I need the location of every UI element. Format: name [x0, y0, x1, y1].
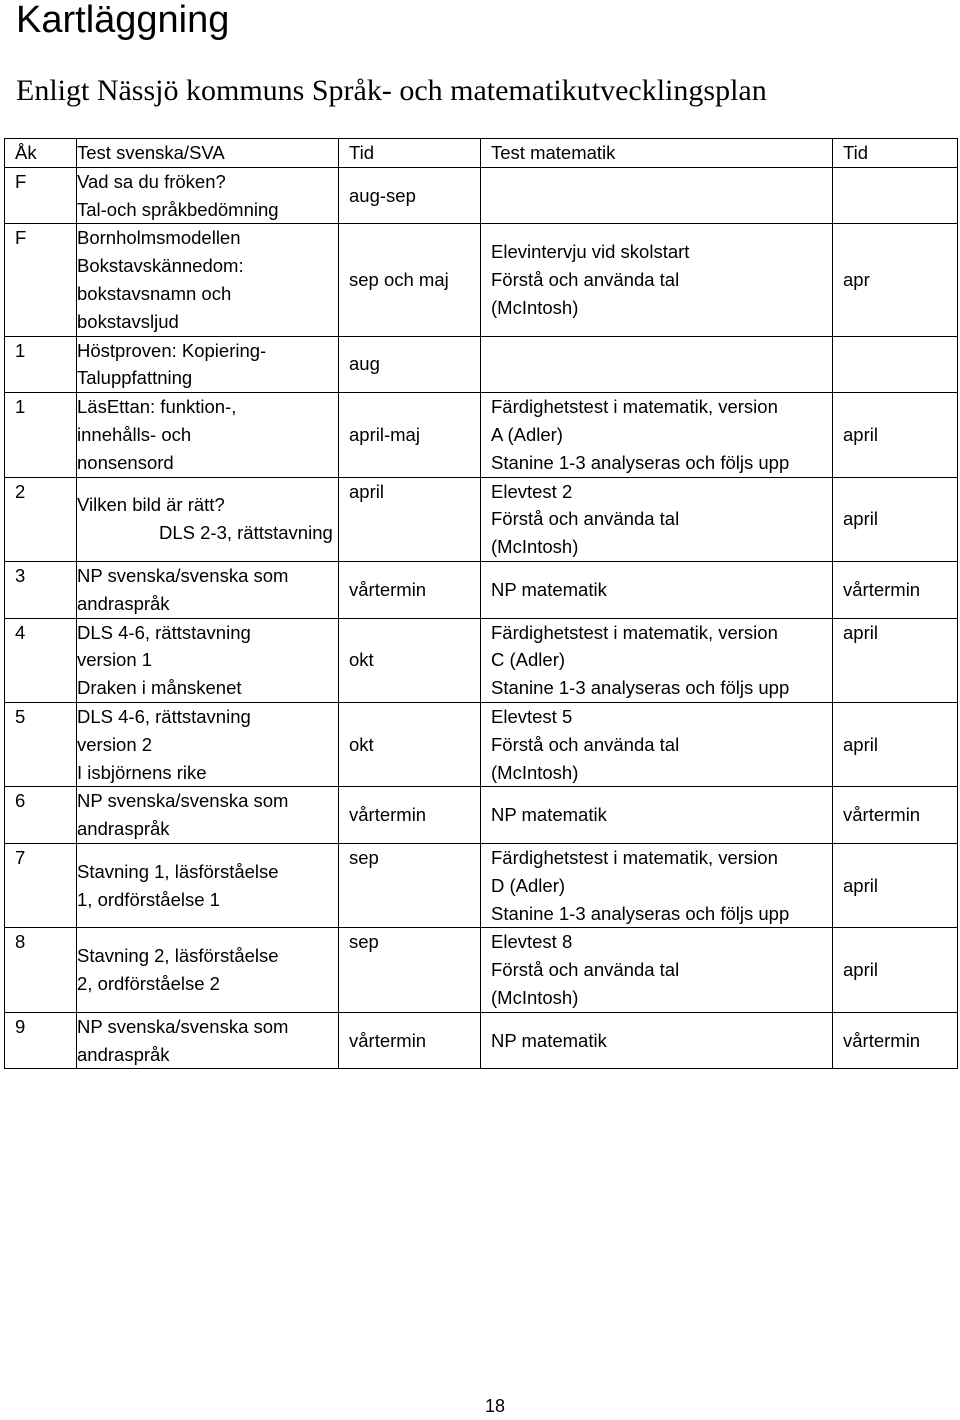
cell-math-test [481, 843, 833, 927]
cell-swedish-test [77, 1012, 339, 1069]
cell-swedish-test [77, 618, 339, 702]
cell-swedish-test [77, 393, 339, 477]
cell-math-test [481, 1012, 833, 1069]
swedish-test-line: nonsensord [77, 451, 174, 473]
swedish-test-line: innehålls- och [77, 423, 192, 445]
header-swedish-test: Test svenska/SVA [77, 139, 339, 168]
cell-math-test [481, 561, 833, 618]
cell-year: 1 [5, 393, 77, 477]
swedish-test-line: Draken i månskenet [77, 677, 242, 699]
swedish-test-line: Bornholmsmodellen [77, 227, 241, 249]
table-row [5, 393, 958, 477]
cell-time-swedish: vårtermin [339, 1012, 481, 1069]
math-test-line: Stanine 1-3 analyseras och följs upp [491, 451, 790, 473]
cell-time-math: april [833, 618, 958, 702]
cell-time-swedish: sep [339, 843, 481, 927]
table-row [5, 477, 958, 561]
swedish-test-line: DLS 4-6, rättstavning [77, 621, 251, 643]
swedish-test-line: NP svenska/svenska som [77, 790, 289, 812]
cell-time-math: apr [833, 224, 958, 336]
swedish-test-line: Stavning 2, läsförståelse [77, 945, 279, 967]
math-test-line: Förstå och använda tal [491, 959, 680, 981]
swedish-test-line: 2, ordförståelse 2 [77, 973, 220, 994]
swedish-test-line: DLS 2-3, rättstavning [159, 522, 333, 544]
cell-time-swedish: aug-sep [339, 167, 481, 224]
header-year: Åk [5, 139, 77, 168]
cell-time-swedish: okt [339, 702, 481, 786]
cell-time-math [833, 167, 958, 224]
cell-time-swedish: sep och maj [339, 224, 481, 336]
page-title: Kartläggning [16, 0, 230, 41]
table-row [5, 167, 958, 224]
math-test-line: Förstå och använda tal [491, 508, 680, 530]
table-row [5, 1012, 958, 1069]
math-test-line: Förstå och använda tal [491, 269, 680, 291]
math-test-line: NP matematik [491, 1029, 607, 1051]
cell-math-test [481, 393, 833, 477]
math-test-line: Stanine 1-3 analyseras och följs upp [491, 902, 790, 924]
cell-time-math: vårtermin [833, 561, 958, 618]
header-row [5, 139, 958, 168]
cell-swedish-test [77, 224, 339, 336]
table-row [5, 928, 958, 1012]
page-number: 18 [484, 1396, 506, 1416]
cell-time-swedish: okt [339, 618, 481, 702]
header-math-test: Test matematik [481, 139, 833, 168]
cell-year: 6 [5, 787, 77, 844]
cell-swedish-test [77, 167, 339, 224]
cell-time-math [833, 336, 958, 393]
cell-time-math: april [833, 928, 958, 1012]
cell-year: F [5, 167, 77, 224]
cell-swedish-test [77, 477, 339, 561]
cell-swedish-test [77, 336, 339, 393]
cell-swedish-test [77, 561, 339, 618]
cell-math-test [481, 928, 833, 1012]
cell-swedish-test [77, 843, 339, 927]
cell-time-math: april [833, 843, 958, 927]
table-row [5, 843, 958, 927]
swedish-test-line: andraspråk [77, 1043, 170, 1065]
cell-year: 2 [5, 477, 77, 561]
cell-math-test [481, 336, 833, 393]
cell-math-test [481, 702, 833, 786]
math-test-line: Förstå och använda tal [491, 733, 680, 755]
math-test-line: Färdighetstest i matematik, version [491, 846, 778, 868]
cell-time-math: vårtermin [833, 787, 958, 844]
cell-year: 7 [5, 843, 77, 927]
swedish-test-line: version 1 [77, 649, 153, 671]
math-test-line: Elevintervju vid skolstart [491, 241, 690, 263]
header-time-math: Tid [833, 139, 958, 168]
cell-year: 1 [5, 336, 77, 393]
cell-math-test [481, 787, 833, 844]
swedish-test-line: 1, ordförståelse 1 [77, 888, 220, 910]
cell-swedish-test [77, 787, 339, 844]
swedish-test-line: bokstavsljud [77, 310, 179, 332]
swedish-test-line: Vilken bild är rätt? [77, 494, 225, 516]
table-body [5, 139, 958, 1069]
math-test-line: Färdighetstest i matematik, version [491, 621, 778, 643]
math-test-line: (McIntosh) [491, 986, 579, 1008]
math-test-line: (McIntosh) [491, 296, 579, 318]
swedish-test-line: Bokstavskännedom: [77, 255, 244, 277]
math-test-line: (McIntosh) [491, 761, 579, 783]
table-row [5, 561, 958, 618]
swedish-test-line: NP svenska/svenska som [77, 564, 289, 586]
table-row [5, 336, 958, 393]
cell-time-swedish: april [339, 477, 481, 561]
table-row [5, 702, 958, 786]
assessment-table [4, 138, 958, 1069]
math-test-line: Elevtest 8 [491, 931, 573, 953]
table-row [5, 618, 958, 702]
cell-math-test [481, 477, 833, 561]
cell-time-swedish: april-maj [339, 393, 481, 477]
swedish-test-line: NP svenska/svenska som [77, 1015, 289, 1037]
swedish-test-line: Höstproven: Kopiering- [77, 339, 267, 361]
swedish-test-line: Tal-och språkbedömning [77, 198, 279, 220]
cell-year: 3 [5, 561, 77, 618]
cell-math-test [481, 224, 833, 336]
math-test-line: A (Adler) [491, 423, 563, 445]
cell-year: 9 [5, 1012, 77, 1069]
cell-swedish-test [77, 928, 339, 1012]
math-test-line: D (Adler) [491, 874, 566, 896]
cell-time-math: april [833, 477, 958, 561]
cell-swedish-test [77, 702, 339, 786]
cell-time-swedish: vårtermin [339, 561, 481, 618]
cell-math-test [481, 167, 833, 224]
math-test-line: NP matematik [491, 578, 607, 600]
cell-time-swedish: aug [339, 336, 481, 393]
swedish-test-line: Taluppfattning [77, 367, 193, 389]
swedish-test-line: LäsEttan: funktion-, [77, 396, 237, 418]
math-test-line: Elevtest 2 [491, 480, 573, 502]
cell-time-swedish: vårtermin [339, 787, 481, 844]
math-test-line: Stanine 1-3 analyseras och följs upp [491, 677, 790, 699]
swedish-test-line: version 2 [77, 733, 153, 755]
swedish-test-line: bokstavsnamn och [77, 282, 232, 304]
math-test-line: Färdighetstest i matematik, version [491, 396, 778, 418]
math-test-line: NP matematik [491, 804, 607, 826]
swedish-test-line: DLS 4-6, rättstavning [77, 705, 251, 727]
swedish-test-line: Stavning 1, läsförståelse [77, 860, 279, 882]
cell-time-math: vårtermin [833, 1012, 958, 1069]
swedish-test-line: andraspråk [77, 818, 170, 840]
header-time-swedish: Tid [339, 139, 481, 168]
cell-year: F [5, 224, 77, 336]
swedish-test-line: Vad sa du fröken? [77, 170, 226, 192]
cell-year: 4 [5, 618, 77, 702]
cell-time-swedish: sep [339, 928, 481, 1012]
cell-time-math: april [833, 702, 958, 786]
math-test-line: Elevtest 5 [491, 705, 573, 727]
cell-year: 5 [5, 702, 77, 786]
cell-year: 8 [5, 928, 77, 1012]
page-subtitle: Enligt Nässjö kommuns Språk- och matematikutvecklingsplan [16, 74, 767, 107]
cell-time-math: april [833, 393, 958, 477]
swedish-test-line: I isbjörnens rike [77, 761, 207, 783]
cell-math-test [481, 618, 833, 702]
table-row [5, 224, 958, 336]
swedish-test-line: andraspråk [77, 592, 170, 614]
math-test-line: (McIntosh) [491, 536, 579, 558]
table-row [5, 787, 958, 844]
math-test-line: C (Adler) [491, 649, 566, 671]
